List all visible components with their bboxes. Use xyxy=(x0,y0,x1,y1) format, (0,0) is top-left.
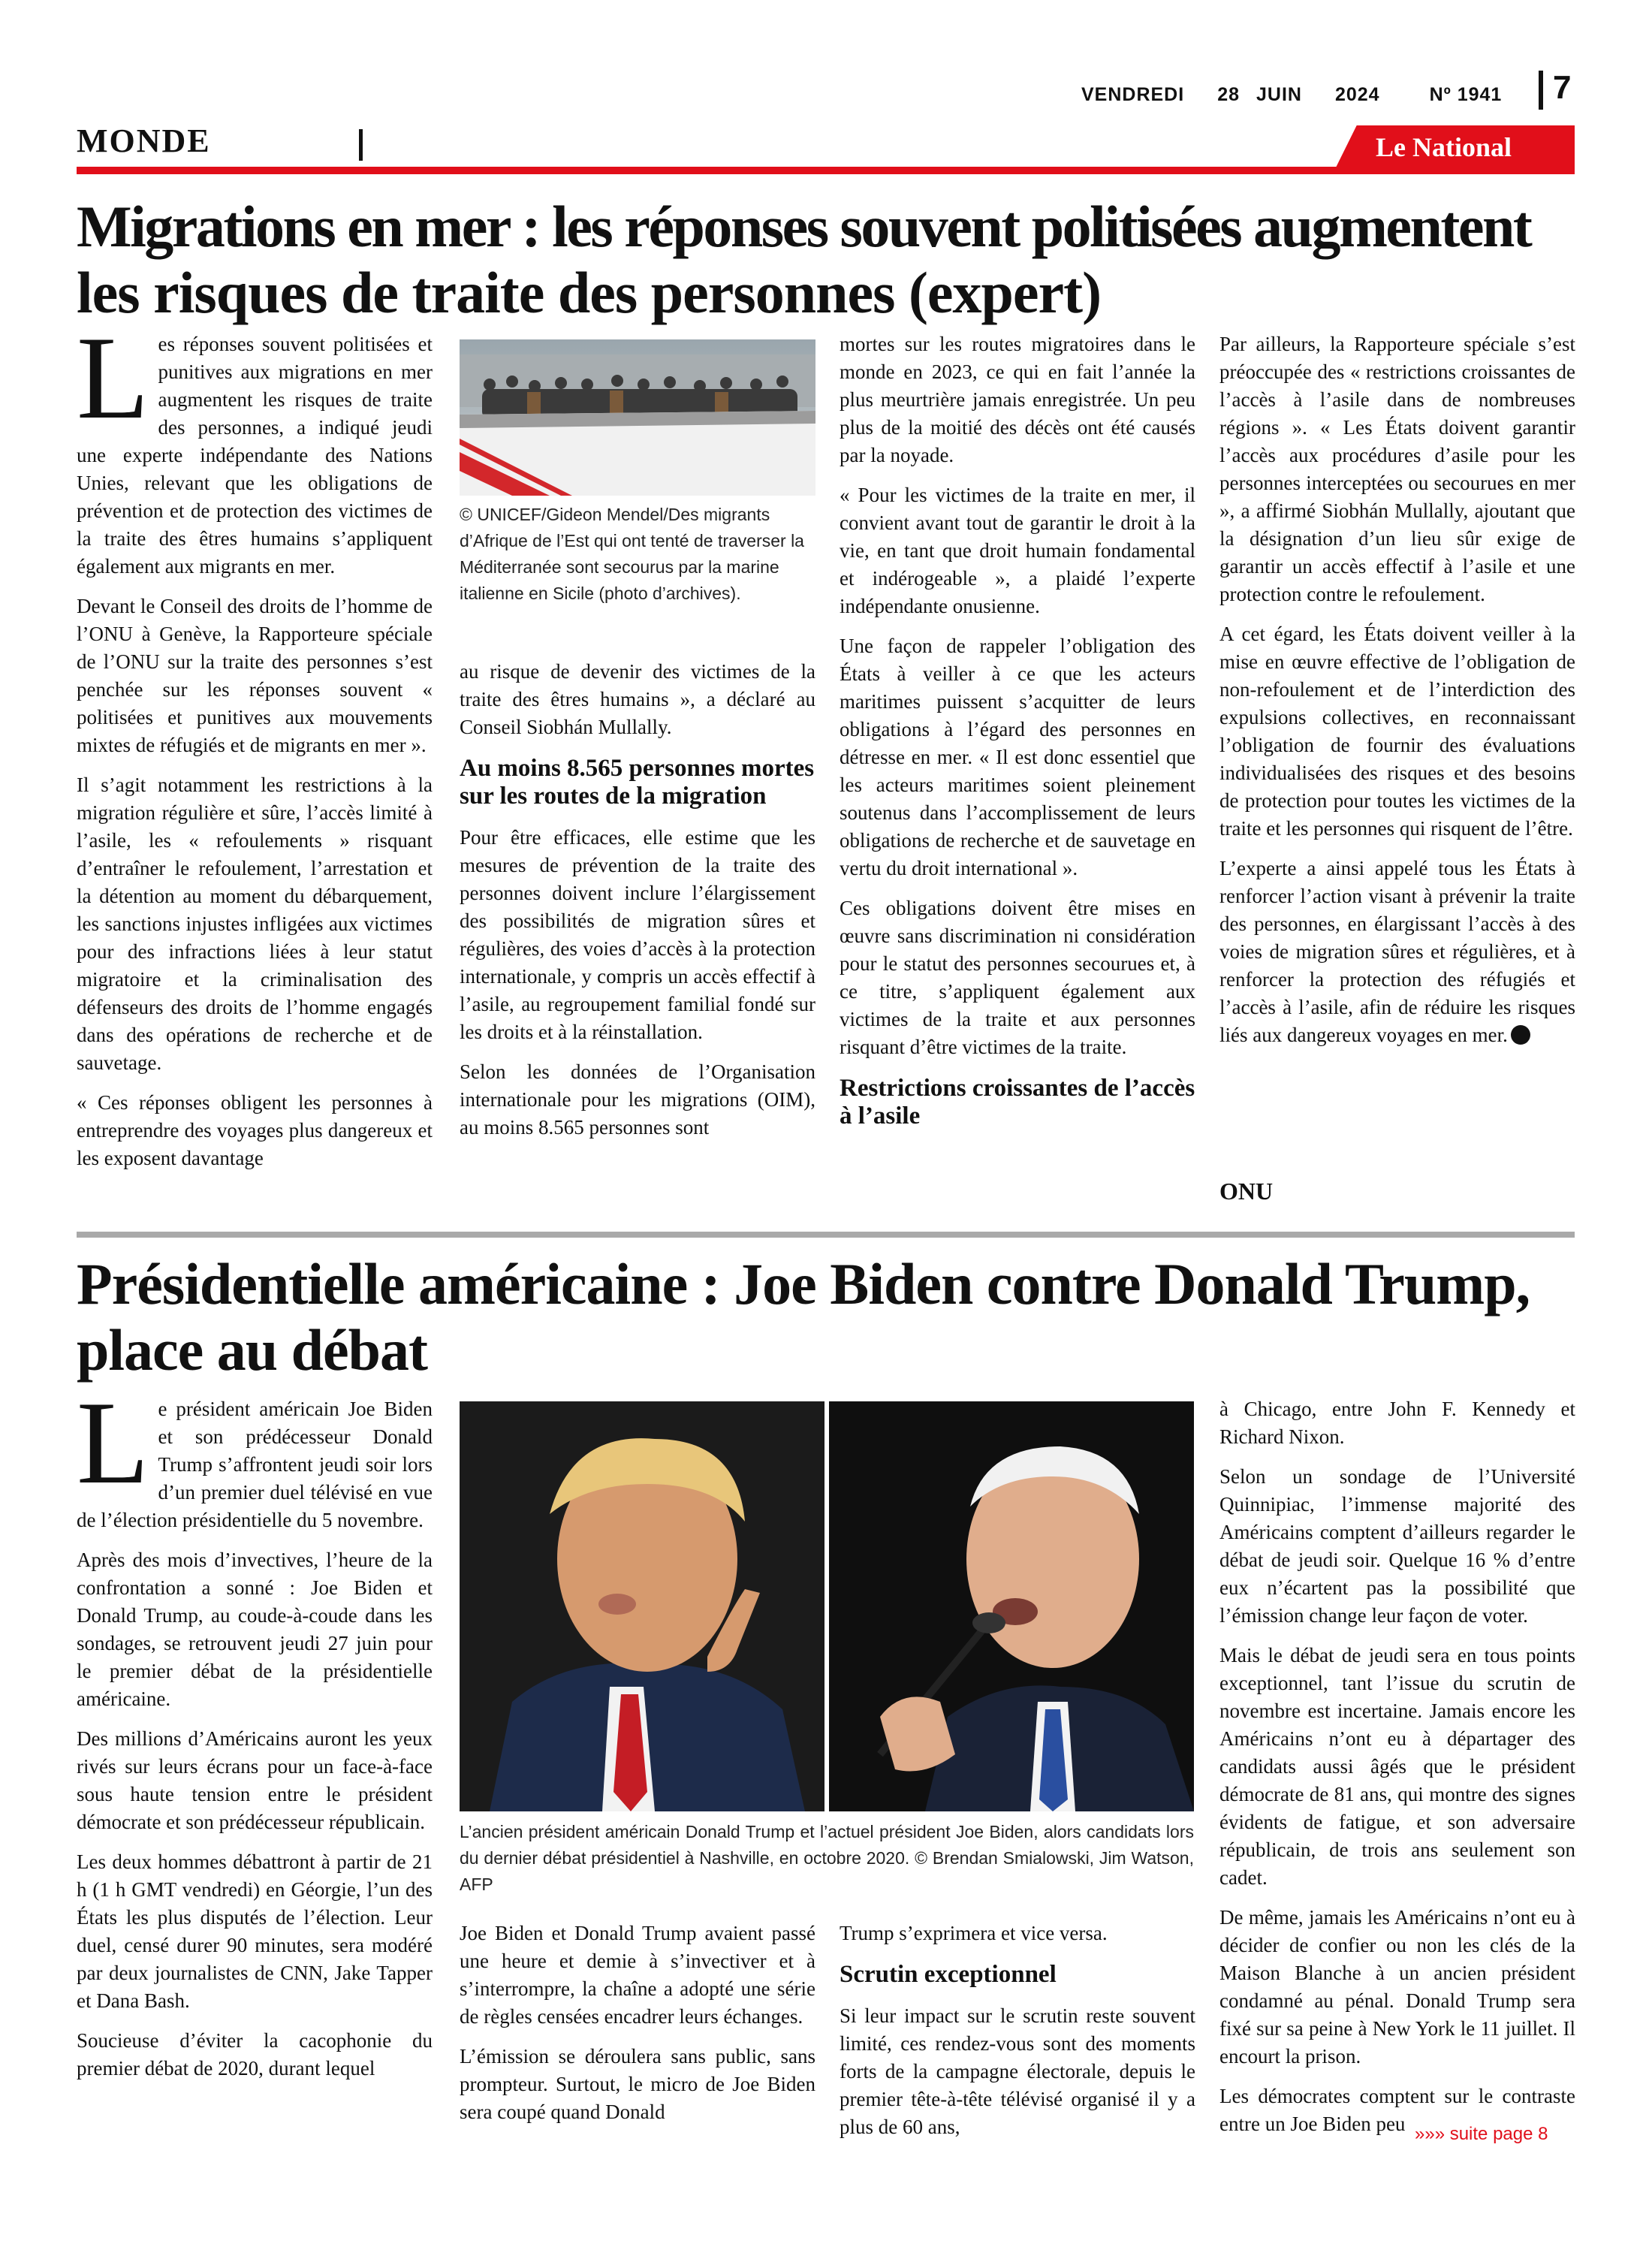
article2-column-2 xyxy=(460,1920,815,2138)
article1-column-3 xyxy=(840,330,1195,1144)
trump-biden-debate-photo xyxy=(460,1401,1194,1811)
article2-paragraph: Le président américain Joe Biden et son prédécesseur Donald Trump s’affrontent jeudi soir lors d’un premier duel télévisé en vue de l’élection présidentielle du 5 novembre. xyxy=(77,1377,433,1531)
page-number: 7 xyxy=(1553,69,1572,106)
article1-paragraph: Pour être efficaces, elle estime que les mesures de prévention de la traite des personnes doivent inclure l’élargissement des possibilités de migration sûres et régulières, des voies d’accès à la protection internationale, y compris un accès effectif à l’asile, au regroupement familial fondé sur les droits et à la réinstallation. xyxy=(460,826,815,1043)
article2-photo-caption: L’ancien président américain Donald Trump et l’actuel président Joe Biden, alors candidats lors du dernier débat présidentiel à Nashville, en octobre 2020. © Brendan Smialowski, Jim Watson, AFP xyxy=(460,1822,1194,1894)
article1-paragraph: au risque de devenir des victimes de la traite des êtres humains », a déclaré au Conseil Siobhán Mullally. xyxy=(460,660,815,738)
article1-column-2 xyxy=(460,658,815,1154)
migrants-rescue-photo xyxy=(460,339,815,496)
article2-headline-line2: place au débat xyxy=(77,1317,428,1383)
article1-paragraph: L’experte a ainsi appelé tous les États à renforcer l’action visant à prévenir la traite des personnes, en élargissant l’accès à des voies de migration sûres et régulières, et à renforcer la protection des réfugiés et l’accès à l’asile, afin de réduire les risques liés aux dangereux voyages en mer. xyxy=(1219,857,1575,1046)
article1-headline xyxy=(77,194,1578,326)
article1-column-4 xyxy=(1219,330,1575,1061)
article2-paragraph: Trump s’exprimera et vice versa. xyxy=(840,1922,1108,1944)
article2-paragraph: Si leur impact sur le scrutin reste souvent limité, ces rendez-vous sont des moments forts de la campagne électorale, depuis le premier tête-à-tête télévisé organisé il y a plus de 60 ans, xyxy=(840,2004,1195,2138)
publication-name: Le National xyxy=(1376,132,1512,162)
article1-paragraph: Une façon de rappeler l’obligation des États à veiller à ce que les acteurs maritimes puissent s’acquitter de leurs obligations à l’égard des personnes en détresse en mer. « Il est donc essentiel que les acteurs maritimes soient pleinement soutenus dans l’accomplissement de leurs obligations de recherche et de sauvetage en vertu du droit international ». xyxy=(840,635,1195,879)
article2-headline xyxy=(77,1251,1578,1383)
article2-paragraph: Mais le débat de jeudi sera en tous points exceptionnel, tant l’issue du scrutin de novembre est incertaine. Jamais encore les Américains n’ont eu à départager des candidats aussi âgés que le président démocrate de 81 ans, qui montre des signes évidents de fatigue, et son adversaire républicain, de trois ans seulement son cadet. xyxy=(1219,1644,1575,1889)
article1-paragraph: Devant le Conseil des droits de l’homme de l’ONU à Genève, la Rapporteure spéciale de l’ONU sur la traite des personnes s’est penchée sur les réponses souvent « politisées et punitives aux mouvements mixtes de réfugiés et de migrants en mer ». xyxy=(77,595,433,756)
article2-column-3 xyxy=(840,1920,1195,2153)
article1-headline-line1: Migrations en mer : les réponses souvent politisées augmentent xyxy=(77,194,1531,259)
header-rule xyxy=(77,167,1575,174)
continued-on-page-link[interactable]: »»» suite page 8 xyxy=(1415,2124,1548,2144)
article1-paragraph: « Pour les victimes de la traite en mer, il convient avant tout de garantir le droit à la vie, en tant que droit humain fondamental et indérogeable », a plaidé l’experte indépendante onusienne. xyxy=(840,484,1195,617)
article2-paragraph: L’émission se déroulera sans public, sans prompteur. Surtout, le micro de Joe Biden sera coupé quand Donald xyxy=(460,2045,815,2123)
article2-column-1 xyxy=(77,1377,433,2095)
issue-date: 28 xyxy=(1217,84,1240,105)
article2-paragraph: Les deux hommes débattront à partir de 21 h (1 h GMT vendredi) en Géorgie, l’un des États les plus disputés de l’élection. Leur duel, censé durer 90 minutes, sera modéré par deux journalistes de CNN, Jake Tapper et Dana Bash. xyxy=(77,1850,433,2012)
article2-paragraph: Joe Biden et Donald Trump avaient passé une heure et demie à s’invectiver et à s’interrompre, la chaîne a adopté une série de règles censées encadrer leurs échanges. xyxy=(460,1922,815,2028)
issue-month: JUIN xyxy=(1256,84,1302,105)
drop-cap: L xyxy=(77,312,149,444)
article2-paragraph: De même, jamais les Américains n’ont eu à décider de confier ou non les clés de la Maison Blanche à un ancien président condamné au pénal. Donald Trump sera fixé sur sa peine à New York le 11 juillet. Il encourt la prison. xyxy=(1219,1906,1575,2068)
issue-year: 2024 xyxy=(1334,84,1380,105)
article1-paragraph: A cet égard, les États doivent veiller à la mise en œuvre effective de l’obligation de non-refoulement et de l’interdiction des expulsions collectives, en reconnaissant l’obligation de fournir des évaluations individualisées des risques et des besoins de protection pour toutes les victimes de la traite et les personnes qui risquent de l’être. xyxy=(1219,623,1575,840)
article2-paragraph: Après des mois d’invectives, l’heure de la confrontation a sonné : Joe Biden et Donald Trump, au coude-à-coude dans les sondages, se retrouvent jeudi 27 juin pour le premier débat de la présidentielle américaine. xyxy=(77,1549,433,1710)
issue-day: VENDREDI xyxy=(1081,84,1185,105)
article2-paragraph: à Chicago, entre John F. Kennedy et Richard Nixon. xyxy=(1219,1398,1575,1448)
article1-paragraph: Ces obligations doivent être mises en œuvre sans discrimination ni considération pour le statut des personnes secourues et, à ce titre, s’appliquent également aux victimes de la traite et aux personnes risquant d’être victimes de la traite. xyxy=(840,897,1195,1058)
article2-paragraph: Les démocrates comptent sur le contraste entre un Joe Biden peu xyxy=(1219,2085,1575,2135)
article1-photo-caption: © UNICEF/Gideon Mendel/Des migrants d’Afrique de l’Est qui ont tenté de traverser la Méditerranée sont secourus par la marine italienne en Sicile (photo d’archives). xyxy=(460,505,804,603)
article2-paragraph: Selon un sondage de l’Université Quinnipiac, l’immense majorité des Américains comptent d’ailleurs regarder le débat de jeudi soir. Quelque 16 % d’entre eux n’écartent pas la possibilité que l’émission change leur façon de voter. xyxy=(1219,1465,1575,1627)
section-title: MONDE xyxy=(77,122,211,159)
issue-date-line xyxy=(1081,84,1535,106)
article2-paragraph: Soucieuse d’éviter la cacophonie du premier débat de 2020, durant lequel xyxy=(77,2029,433,2080)
drop-cap: L xyxy=(77,1377,149,1509)
article1-paragraph: Par ailleurs, la Rapporteure spéciale s’est préoccupée des « restrictions croissantes de l’accès à l’asile dans de nombreuses régions ». « Les États doivent garantir l’accès aux procédures d’asile pour les personnes interceptées ou secourues en mer », a affirmé Siobhán Mullally, ajoutant que la désignation d’un lieu sûr exige de garantir un accès effectif à l’asile et une protection contre le refoulement. xyxy=(1219,333,1575,605)
article1-paragraph: « Ces réponses obligent les personnes à entreprendre des voyages plus dangereux et les exposent davantage xyxy=(77,1091,433,1169)
article1-subhead-2: Restrictions croissantes de l’accès à l’asile xyxy=(840,1075,1195,1130)
article2-subhead: Scrutin exceptionnel xyxy=(840,1961,1057,1988)
article2-column-4 xyxy=(1219,1395,1575,2150)
article1-headline-line2: les risques de traite des personnes (expert) xyxy=(77,260,1102,325)
section-divider xyxy=(359,129,363,161)
article-end-icon xyxy=(1511,1025,1530,1045)
article1-column-1 xyxy=(77,312,433,1184)
article1-paragraph: Selon les données de l’Organisation internationale pour les migrations (OIM), au moins 8.565 personnes sont xyxy=(460,1060,815,1139)
article1-subhead-1: Au moins 8.565 personnes mortes sur les routes de la migration xyxy=(460,755,815,810)
article1-signature: ONU xyxy=(1219,1178,1274,1205)
article2-headline-line1: Présidentielle américaine : Joe Biden contre Donald Trump, xyxy=(77,1251,1530,1317)
issue-number: Nº 1941 xyxy=(1429,84,1503,105)
article2-paragraph: Des millions d’Américains auront les yeux rivés sur leurs écrans pour un face-à-face sous haute tension entre le président démocrate et son prédécesseur républicain. xyxy=(77,1727,433,1833)
page-number-divider xyxy=(1539,71,1543,110)
article1-paragraph: Les réponses souvent politisées et punitives aux migrations en mer augmentent les risques de traite des personnes, a indiqué jeudi une experte indépendante des Nations Unies, relevant que les obligations de prévention et de protection des victimes de la traite des êtres humains s’appliquent également aux migrants en mer. xyxy=(77,312,433,578)
article1-paragraph: Il s’agit notamment les restrictions à la migration régulière et sûre, l’accès limité à l’asile, les « refoulements » risquant d’entraîner le refoulement, l’arrestation et la détention au moment du débarquement, les sanctions injustes infligées aux victimes pour des infractions liées à leur statut migratoire et la criminalisation des défenseurs des droits de l’homme engagés dans des opérations de recherche et de sauvetage. xyxy=(77,774,433,1074)
article1-paragraph: mortes sur les routes migratoires dans le monde en 2023, ce qui en fait l’année la plus meurtrière jamais enregistrée. Un peu plus de la moitié des décès ont été causés par la noyade. xyxy=(840,333,1195,466)
article-separator xyxy=(77,1232,1575,1238)
